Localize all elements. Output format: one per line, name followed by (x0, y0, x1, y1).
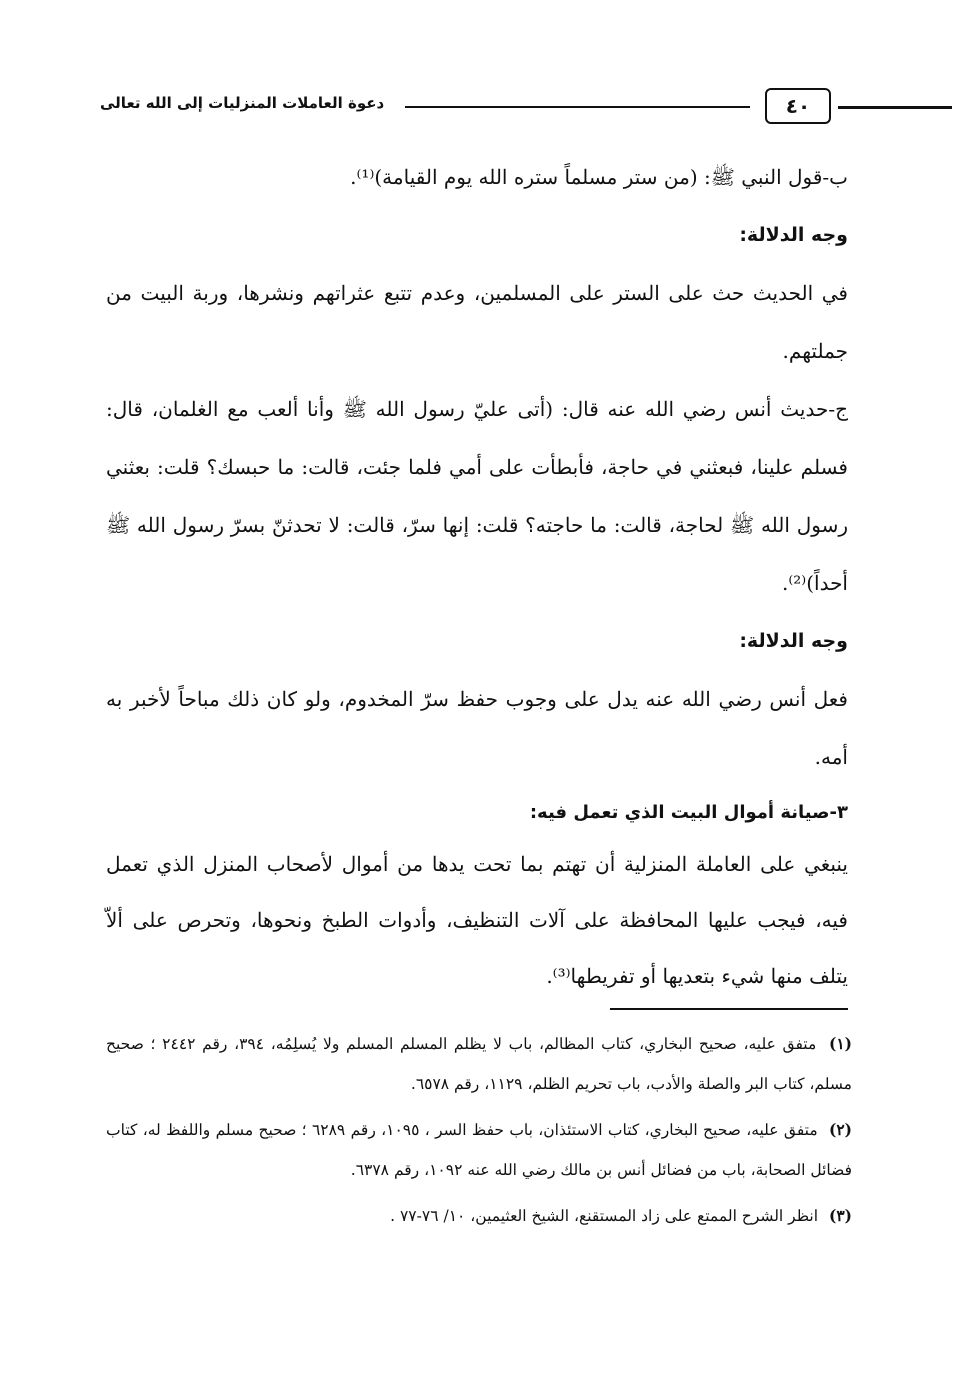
footnote-text: متفق عليه، صحيح البخاري، كتاب الاستئذان، باب حفظ السر ، ١٠٩٥، رقم ٦٢٨٩ ؛ صحيح مسلم واللفظ له، كتاب فضائل الصحابة، باب من فضائل أنس بن مالك رضي الله عنه ١٠٩٢، رقم ٦٣٧٨. (106, 1121, 852, 1179)
paragraph-hadith-anas: ج-حديث أنس رضي الله عنه قال: (أتى عليّ رسول الله ﷺ وأنا ألعب مع الغلمان، قال: فسلم علينا، فبعثني في حاجة، فأبطأت على أمي فلما جئت، قالت: ما حبسك؟ قلت: بعثني رسول الله ﷺ لحاجة، قالت: ما حاجته؟ قلت: إنها سرّ، قالت: لا تحدثنّ بسرّ رسول الله ﷺ أحداً)⁽²⁾. (106, 397, 849, 595)
section-heading-dalala-2: وجه الدلالة: (739, 630, 848, 652)
footnote-text: انظر الشرح الممتع على زاد المستقنع، الشيخ العثيمين، ١٠/ ٧٦-٧٧ . (390, 1207, 819, 1225)
paragraph-dalala-2: فعل أنس رضي الله عنه يدل على وجوب حفظ سرّ المخدوم، ولو كان ذلك مباحاً لأخبر به أمه. (106, 687, 848, 769)
footnote-number: (١) (828, 1034, 852, 1053)
footnotes (106, 1024, 852, 1242)
running-header (100, 86, 852, 126)
header-rule (405, 106, 750, 108)
footnote-number: (٣) (828, 1206, 852, 1225)
footnote-text: متفق عليه، صحيح البخاري، كتاب المظالم، باب لا يظلم المسلم المسلم ولا يُسلِمُه، ٣٩٤، رقم ٢٤٤٢ ؛ صحيح مسلم، كتاب البر والصلة والأدب، باب تحريم الظلم، ١١٢٩، رقم ٦٥٧٨. (106, 1035, 852, 1093)
paragraph-amwal: ينبغي على العاملة المنزلية أن تهتم بما تحت يدها من أموال لأصحاب المنزل الذي تعمل فيه، فيجب عليها المحافظة على آلات التنظيف، وأدوات الطبخ ونحوها، وتحرص على ألاّ يتلف منها شيء بتعديها أو تفريطها⁽³⁾. (106, 852, 848, 988)
main-text (106, 148, 848, 1004)
footnote-2 (106, 1110, 852, 1190)
page-number-text: ٤٠ (785, 94, 811, 118)
footnote-1 (106, 1024, 852, 1104)
section-heading-dalala-1: وجه الدلالة: (739, 224, 848, 246)
header-rule-short (838, 106, 952, 109)
paragraph-hadith-satr: ب-قول النبي ﷺ: (من ستر مسلماً ستره الله يوم القيامة)⁽¹⁾. (350, 165, 848, 189)
footnote-number: (٢) (828, 1120, 852, 1139)
section-heading-amwal: ٣-صيانة أموال البيت الذي تعمل فيه: (529, 802, 848, 823)
page-number (765, 88, 831, 124)
footnote-separator (610, 1008, 848, 1010)
footnote-3 (106, 1196, 852, 1236)
running-title: دعوة العاملات المنزليات إلى الله تعالى (100, 94, 385, 112)
paragraph-dalala-1: في الحديث حث على الستر على المسلمين، وعدم تتبع عثراتهم ونشرها، وربة البيت من جملتهم. (106, 281, 848, 363)
